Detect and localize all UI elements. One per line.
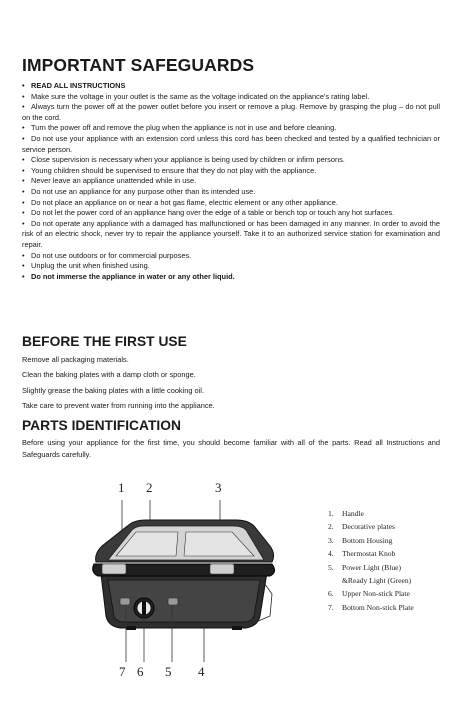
list-item: • Do not let the power cord of an appliance hang over the edge of a table or bench top or touch any hot surfaces. xyxy=(22,208,395,218)
before-first-use-steps xyxy=(22,352,440,414)
legend-item: 2. Decorative plates xyxy=(328,522,395,532)
list-item: • Young children should be supervised to ensure that they do not play with the appliance. xyxy=(22,165,317,175)
list-item: • READ ALL INSTRUCTIONS xyxy=(22,81,126,90)
legend-item: 6. Upper Non-stick Plate xyxy=(328,589,410,599)
list-item: • Do not use an appliance for any purpose other than its intended use. xyxy=(22,186,256,196)
page-title: IMPORTANT SAFEGUARDS xyxy=(22,55,255,75)
parts-intro: Before using your appliance for the first time, you should become familiar with all of the parts. Read all Instructions and Safeguards carefully. xyxy=(22,438,440,460)
list-item: • Never leave an appliance unattended while in use. xyxy=(22,176,197,186)
figure-label: 7 xyxy=(119,664,126,679)
list-item: • Unplug the unit when finished using. xyxy=(22,261,150,271)
parts-legend xyxy=(328,507,452,614)
appliance-illustration xyxy=(86,476,286,681)
legend-item: 5. Power Light (Blue) xyxy=(328,562,402,572)
safeguards-list xyxy=(22,81,440,282)
legend-item: 7. Bottom Non-stick Plate xyxy=(328,602,414,612)
waffle-maker-drawing xyxy=(86,476,286,681)
figure-label: 2 xyxy=(146,480,153,495)
list-item: Take care to prevent water from running into the appliance. xyxy=(22,401,215,411)
list-item: • Always turn the power off at the power outlet before you insert or remove a plug. Remove by grasping the plug – do not pull on the cord. xyxy=(22,102,440,122)
section-heading-before-first-use: BEFORE THE FIRST USE xyxy=(22,334,187,349)
list-item: • Do not place an appliance on or near a hot gas flame, electric element or any other appliance. xyxy=(22,197,338,207)
list-item: • Do not use outdoors or for commercial purposes. xyxy=(22,250,192,260)
legend-item: 1. Handle xyxy=(328,509,364,518)
figure-label: 1 xyxy=(118,480,125,495)
legend-item: 4. Thermostat Knob xyxy=(328,549,396,559)
figure-label: 5 xyxy=(165,664,172,679)
list-item: • Do not use your appliance with an extension cord unless this cord has been checked and tested by a qualified technician or service person. xyxy=(22,133,440,154)
list-item: • Close supervision is necessary when your appliance is being used by children or infirm persons. xyxy=(22,155,345,165)
figure-label: 6 xyxy=(137,664,144,679)
legend-item: 3. Bottom Housing xyxy=(328,535,393,545)
section-heading-parts-identification: PARTS IDENTIFICATION xyxy=(22,418,181,433)
list-item: Slightly grease the baking plates with a little cooking oil. xyxy=(22,385,204,395)
legend-item: &Ready Light (Green) xyxy=(342,576,412,586)
list-item: • Turn the power off and remove the plug when the appliance is not in use and before cleaning. xyxy=(22,123,337,133)
figure-label: 4 xyxy=(198,664,205,679)
list-item: Clean the baking plates with a damp cloth or sponge. xyxy=(22,370,196,380)
list-item: • Do not immerse the appliance in water or any other liquid. xyxy=(22,271,235,281)
figure-label: 3 xyxy=(215,480,222,495)
list-item: Remove all packaging materials. xyxy=(22,355,129,364)
list-item: • Make sure the voltage in your outlet is the same as the voltage indicated on the appliance's rating label. xyxy=(22,91,370,101)
list-item: • Do not operate any appliance with a damaged has malfunctioned or has been damaged in any manner. In order to avoid the risk of an electric shock, never try to repair the appliance yourself. Take it to an authorized service station for examination and repair. xyxy=(22,218,440,249)
